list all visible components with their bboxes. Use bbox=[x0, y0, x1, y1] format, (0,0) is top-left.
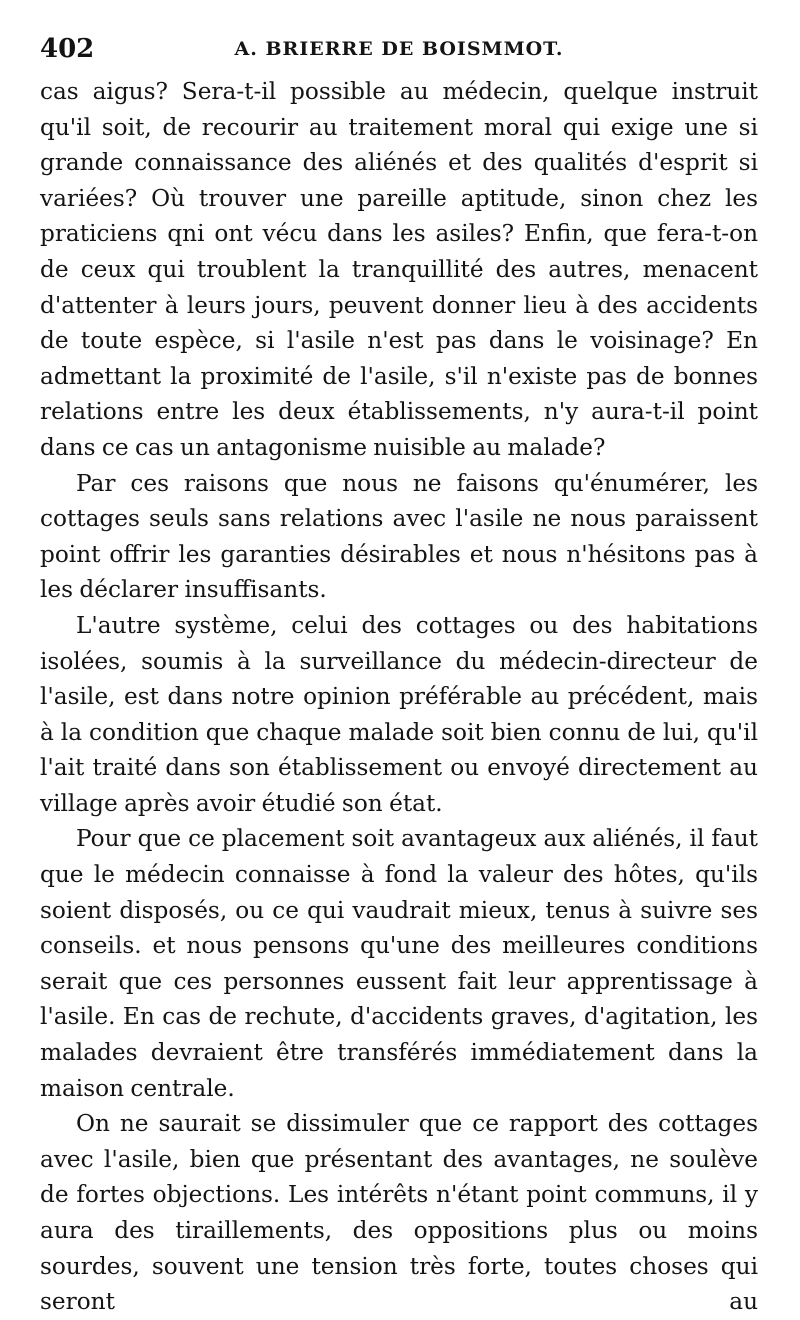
running-title: A. BRIERRE DE BOISMMOT. bbox=[234, 38, 564, 60]
page-number: 402 bbox=[40, 34, 95, 64]
paragraph-1: cas aigus? Sera-t-il possible au médecin, quelque instruit qu'il soit, de recourir au traitement moral qui exige une si grande connaissance des aliénés et des qualités d'esprit si variées? Où trouver une pareille aptitude, sinon chez les praticiens qni ont vécu dans les asiles? Enfin, que fera-t-on de ceux qui troublent la tranquillité des autres, menacent d'attenter à leurs jours, peuvent donner lieu à des accidents de toute espèce, si l'asile n'est pas dans le voisinage? En admettant la proximité de l'asile, s'il n'existe pas de bonnes relations entre les deux établissements, n'y aura-t-il point dans ce cas un antagonisme nuisible au malade? bbox=[40, 78, 758, 461]
body-text bbox=[40, 74, 758, 1320]
running-header bbox=[40, 32, 758, 66]
paragraph-4: Pour que ce placement soit avantageux aux aliénés, il faut que le médecin connaisse à fond la valeur des hôtes, qu'ils soient disposés, ou ce qui vaudrait mieux, tenus à suivre ses conseils. et nous pensons qu'une des meilleures conditions serait que ces personnes eussent fait leur apprentissage à l'asile. En cas de rechute, d'accidents graves, d'agitation, les malades devraient être transférés immédiatement dans la maison centrale. bbox=[40, 825, 758, 1102]
paragraph-3: L'autre système, celui des cottages ou des habitations isolées, soumis à la surveillance du médecin-directeur de l'asile, est dans notre opinion préférable au précédent, mais à la condition que chaque malade soit bien connu de lui, qu'il l'ait traité dans son établissement ou envoyé directement au village après avoir étudié son état. bbox=[40, 611, 758, 817]
paragraph-5: On ne saurait se dissimuler que ce rapport des cottages avec l'asile, bien que présentant des avantages, ne soulève de fortes objections. Les intérêts n'étant point communs, il y aura des tiraillements, des oppositions plus ou moins sourdes, souvent une tension très forte, toutes choses qui seront au bbox=[40, 1110, 758, 1316]
paragraph-2: Par ces raisons que nous ne faisons qu'énumérer, les cottages seuls sans relations avec l'asile ne nous paraissent point offrir les garanties désirables et nous n'hésitons pas à les déclarer insuffisants. bbox=[40, 469, 758, 604]
